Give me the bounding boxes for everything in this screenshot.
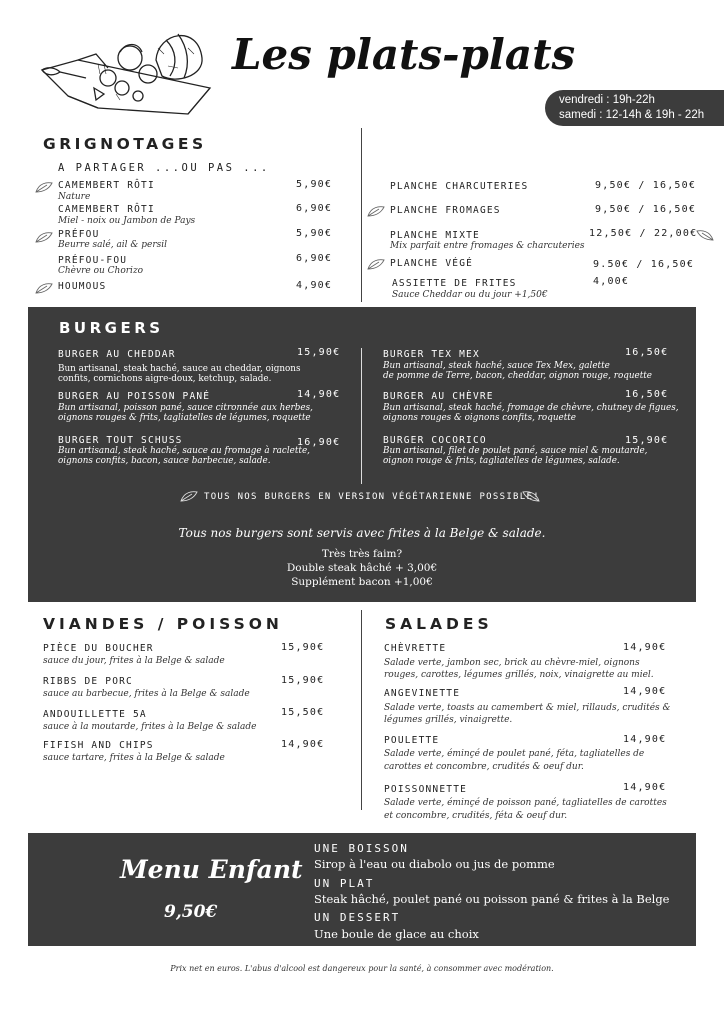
menu-item-desc: rouges, carottes, légumes grillés, noix, vinaigrette au miel. bbox=[384, 670, 654, 680]
menu-item-desc: sauce tartare, frites à la Belge & salade bbox=[43, 753, 225, 763]
burger-name: BURGER TEX MEX bbox=[383, 349, 480, 360]
menu-item-price: 14,90€ bbox=[623, 782, 667, 793]
course-desc: Steak hâché, poulet pané ou poisson pané & frites à la Belge bbox=[314, 892, 670, 906]
burger-price: 16,90€ bbox=[297, 437, 341, 448]
veggie-note: TOUS NOS BURGERS EN VERSION VÉGÉTARIENNE POSSIBLE! bbox=[204, 492, 540, 502]
extras-line: Supplément bacon +1,00€ bbox=[291, 576, 433, 588]
vegetable-board-illustration bbox=[38, 18, 218, 118]
menu-item-name: PLANCHE FROMAGES bbox=[390, 205, 501, 216]
menu-item-desc: Miel - noix ou Jambon de Pays bbox=[58, 216, 196, 226]
menu-item-price: 15,90€ bbox=[281, 642, 325, 653]
menu-item-name: RIBBS DE PORC bbox=[43, 676, 133, 687]
menu-item-name: PLANCHE VÉGÉ bbox=[390, 258, 474, 269]
menu-item-desc: Salade verte, éminçé de poisson pané, tagliatelles de carottes bbox=[384, 798, 667, 808]
burgers-column-divider bbox=[361, 348, 362, 484]
menu-item-price: 15,50€ bbox=[281, 707, 325, 718]
footer-disclaimer: Prix net en euros. L'abus d'alcool est dangereux pour la santé, à consommer avec modération. bbox=[170, 964, 554, 973]
menu-item-price: 12,50€ / 22,00€ bbox=[589, 228, 698, 239]
menu-item-name: ANGEVINETTE bbox=[384, 688, 461, 699]
menu-item-price: 6,90€ bbox=[296, 203, 333, 214]
menu-item-desc: Nature bbox=[58, 192, 91, 202]
burger-name: BURGER AU CHEDDAR bbox=[58, 349, 176, 360]
menu-item-desc: et concombre, crudités, féta & oeuf dur. bbox=[384, 811, 568, 821]
menu-item-price: 5,90€ bbox=[296, 179, 333, 190]
burger-desc: Bun artisanal, steak haché, sauce au fromage à raclette, bbox=[58, 446, 310, 456]
column-divider bbox=[361, 610, 362, 810]
menu-item-name: CHÈVRETTE bbox=[384, 643, 447, 654]
burger-desc: oignons rouges & frits, tagliatelles de légumes, roquette bbox=[58, 413, 311, 423]
served-note: Tous nos burgers sont servis avec frites à la Belge & salade. bbox=[178, 526, 546, 540]
menu-item-desc: sauce du jour, frites à la Belge & salade bbox=[43, 656, 225, 666]
course-label: UNE BOISSON bbox=[314, 842, 409, 855]
burger-price: 15,90€ bbox=[297, 347, 341, 358]
course-label: UN DESSERT bbox=[314, 911, 401, 924]
burger-desc: oignons rouges & oignons confits, roquette bbox=[383, 413, 576, 423]
menu-item-desc: légumes grillés, vinaigrette. bbox=[384, 715, 513, 725]
leaf-icon bbox=[180, 490, 198, 502]
burgers-title: BURGERS bbox=[59, 319, 164, 337]
page-title: Les plats-plats bbox=[232, 30, 576, 79]
burger-desc: oignon rouge & frits, tagliatelles de légumes, salade. bbox=[383, 456, 620, 466]
menu-item-price: 14,90€ bbox=[623, 686, 667, 697]
menu-item-desc: Sauce Cheddar ou du jour +1,50€ bbox=[392, 290, 548, 300]
menu-item-name: FIFISH AND CHIPS bbox=[43, 740, 154, 751]
menu-item-name: CAMEMBERT RÔTI bbox=[58, 180, 155, 191]
menu-item-name: HOUMOUS bbox=[58, 281, 107, 292]
burger-desc: Bun artisanal, steak haché, sauce au cheddar, oignons bbox=[58, 364, 301, 374]
course-desc: Sirop à l'eau ou diabolo ou jus de pomme bbox=[314, 857, 555, 871]
menu-item-price: 4,00€ bbox=[593, 276, 630, 287]
viandes-title: VIANDES / POISSON bbox=[43, 615, 283, 633]
burger-name: BURGER TOUT SCHUSS bbox=[58, 435, 183, 446]
burger-desc: oignons confits, bacon, sauce barbecue, salade. bbox=[58, 456, 271, 466]
menu-item-name: POULETTE bbox=[384, 735, 440, 746]
menu-item-name: ANDOUILLETTE 5A bbox=[43, 709, 147, 720]
menu-item-desc: Mix parfait entre fromages & charcuteries bbox=[390, 241, 585, 251]
menu-item-name: ASSIETTE DE FRITES bbox=[392, 278, 517, 289]
menu-item-price: 14,90€ bbox=[281, 739, 325, 750]
hours-saturday: samedi : 12-14h & 19h - 22h bbox=[559, 109, 705, 121]
extras-line: Double steak hâché + 3,00€ bbox=[286, 562, 438, 574]
menu-item-price: 5,90€ bbox=[296, 228, 333, 239]
burger-name: BURGER AU CHÈVRE bbox=[383, 391, 494, 402]
menu-item-desc: sauce à la moutarde, frites à la Belge & salade bbox=[43, 722, 257, 732]
opening-hours-badge bbox=[545, 90, 724, 126]
extras-line: Très très faim? bbox=[321, 548, 403, 560]
burger-desc: de pomme de Terre, bacon, cheddar, oignon rouge, roquette bbox=[383, 371, 653, 381]
menu-item-desc: sauce au barbecue, frites à la Belge & salade bbox=[43, 689, 250, 699]
burger-desc: Bun artisanal, steak haché, sauce Tex Mex, galette bbox=[383, 361, 610, 371]
hours-friday: vendredi : 19h-22h bbox=[559, 94, 655, 106]
burger-name: BURGER COCORICO bbox=[383, 435, 487, 446]
menu-item-desc: Salade verte, toasts au camembert & miel, rillauds, crudités & bbox=[384, 703, 671, 713]
leaf-icon bbox=[35, 181, 53, 193]
menu-item-price: 6,90€ bbox=[296, 253, 333, 264]
menu-item-price: 9,50€ / 16,50€ bbox=[595, 180, 697, 191]
leaf-icon bbox=[522, 490, 540, 502]
leaf-icon bbox=[35, 231, 53, 243]
menu-item-price: 14,90€ bbox=[623, 734, 667, 745]
burger-desc: Bun artisanal, filet de poulet pané, sauce miel & moutarde, bbox=[383, 446, 648, 456]
course-label: UN PLAT bbox=[314, 877, 375, 890]
menu-item-name: PLANCHE CHARCUTERIES bbox=[390, 181, 529, 192]
menu-enfant-title: Menu Enfant bbox=[120, 855, 303, 884]
menu-enfant-price: 9,50€ bbox=[164, 902, 218, 922]
menu-item-desc: Salade verte, éminçé de poulet pané, féta, tagliatelles de bbox=[384, 749, 645, 759]
burger-price: 16,50€ bbox=[625, 389, 669, 400]
menu-item-price: 9,50€ / 16,50€ bbox=[595, 204, 697, 215]
course-desc: Une boule de glace au choix bbox=[314, 927, 479, 941]
menu-item-desc: carottes et concombre, crudités & oeuf dur. bbox=[384, 762, 584, 772]
menu-item-desc: Chèvre ou Chorizo bbox=[58, 266, 144, 276]
column-divider bbox=[361, 128, 362, 302]
burger-desc: confits, cornichons aigre-doux, ketchup, salade. bbox=[58, 374, 272, 384]
leaf-icon bbox=[696, 229, 714, 241]
burger-desc: Bun artisanal, poisson pané, sauce citronnée aux herbes, bbox=[58, 403, 313, 413]
burger-price: 16,50€ bbox=[625, 347, 669, 358]
menu-item-name: PRÉFOU-FOU bbox=[58, 255, 128, 266]
salades-title: SALADES bbox=[385, 615, 493, 633]
menu-item-desc: Beurre salé, ail & persil bbox=[58, 240, 168, 250]
menu-item-price: 14,90€ bbox=[623, 642, 667, 653]
menu-item-name: CAMEMBERT RÔTI bbox=[58, 204, 155, 215]
menu-item-name: POISSONNETTE bbox=[384, 784, 468, 795]
burger-price: 15,90€ bbox=[625, 435, 669, 446]
leaf-icon bbox=[35, 282, 53, 294]
menu-item-price: 4,90€ bbox=[296, 280, 333, 291]
menu-item-name: PRÉFOU bbox=[58, 229, 100, 240]
menu-item-price: 9.50€ / 16,50€ bbox=[593, 259, 695, 270]
menu-item-desc: Salade verte, jambon sec, brick au chèvre-miel, oignons bbox=[384, 658, 640, 668]
menu-item-price: 15,90€ bbox=[281, 675, 325, 686]
grignotages-title: GRIGNOTAGES bbox=[43, 135, 207, 153]
burger-price: 14,90€ bbox=[297, 389, 341, 400]
leaf-icon bbox=[367, 258, 385, 270]
leaf-icon bbox=[367, 205, 385, 217]
menu-item-name: PIÈCE DU BOUCHER bbox=[43, 643, 154, 654]
burger-desc: Bun artisanal, steak haché, fromage de chèvre, chutney de figues, bbox=[383, 403, 679, 413]
menu-item-name: PLANCHE MIXTE bbox=[390, 230, 480, 241]
burger-name: BURGER AU POISSON PANÉ bbox=[58, 391, 211, 402]
grignotages-subtitle: A PARTAGER ...OU PAS ... bbox=[58, 162, 270, 174]
